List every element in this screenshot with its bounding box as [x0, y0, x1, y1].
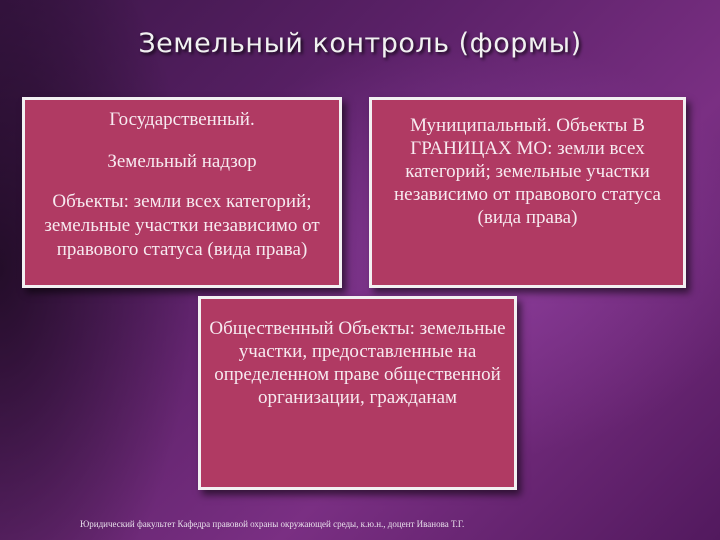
state-control-subheading: Земельный надзор: [107, 151, 257, 172]
municipal-control-text: Муниципальный. Объекты В ГРАНИЦАХ МО: земли всех категорий; земельные участки независимо от правового статуса (вида права): [393, 115, 661, 228]
state-control-box: [22, 97, 342, 288]
municipal-control-box: [369, 97, 686, 288]
slide-title: Земельный контроль (формы): [138, 28, 582, 59]
public-control-text: Общественный Объекты: земельные участки, предоставленные на определенном праве общественной организации, гражданам: [209, 318, 506, 408]
slide-footer: Юридический факультет Кафедра правовой охраны окружающей среды, к.ю.н., доцент Иванова Т.Г.: [80, 519, 465, 529]
public-control-box: [198, 296, 517, 490]
state-control-objects: Объекты: земли всех категорий; земельные участки независимо от правового статуса (вида права): [44, 191, 320, 260]
state-control-heading: Государственный.: [109, 109, 255, 130]
